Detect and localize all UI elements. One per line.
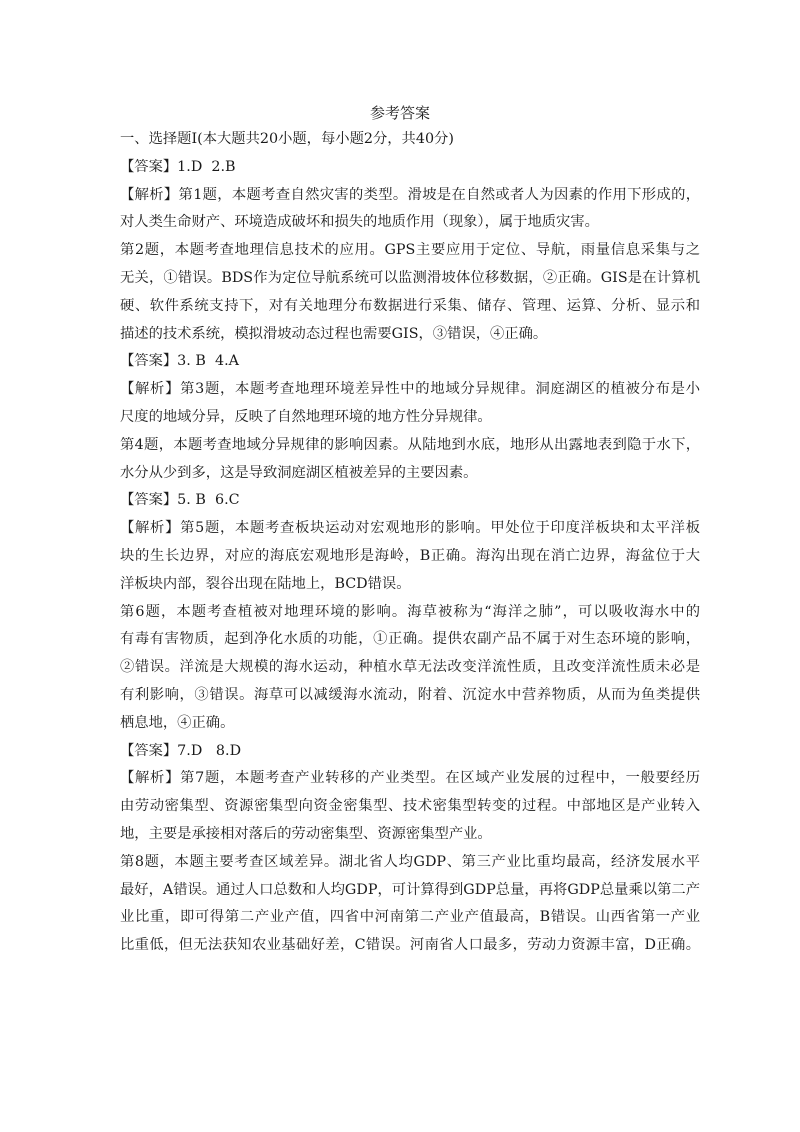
text-line: 无关，①错误。BDS作为定位导航系统可以监测滑坡体位移数据，②正确。GIS是在计算机 xyxy=(120,269,700,286)
text-line: 比重低，但无法获知农业基础好差，C错误。河南省人口最多，劳动力资源丰富，D正确。 xyxy=(120,937,700,954)
text-line: 【解析】第1题，本题考查自然灾害的类型。滑坡是在自然或者人为因素的作用下形成的， xyxy=(120,186,700,203)
text-line: ②错误。洋流是大规模的海水运动，种植水草无法改变洋流性质，且改变洋流性质未必是 xyxy=(120,659,700,676)
text-line: 由劳动密集型、资源密集型向资金密集型、技术密集型转变的过程。中部地区是产业转入 xyxy=(120,798,700,815)
text-line: 第2题，本题考查地理信息技术的应用。GPS主要应用于定位、导航，雨量信息采集与之 xyxy=(120,242,700,259)
text-line: 有毒有害物质，起到净化水质的功能，①正确。提供农副产品不属于对生态环境的影响， xyxy=(120,631,700,648)
page-title: 参考答案 xyxy=(369,104,430,122)
text-line: 地，主要是承接相对落后的劳动密集型、资源密集型产业。 xyxy=(120,825,492,842)
text-line: 尺度的地域分异，反映了自然地理环境的地方性分异规律。 xyxy=(120,408,492,425)
text-line: 【答案】5. B 6.C xyxy=(120,492,240,509)
text-line: 块的生长边界，对应的海底宏观地形是海岭，B正确。海沟出现在消亡边界，海盆位于大 xyxy=(120,547,700,564)
text-line: 第4题，本题考查地域分异规律的影响因素。从陆地到水底，地形从出露地表到隐于水下， xyxy=(120,436,700,453)
text-line: 【答案】1.D 2.B xyxy=(120,158,236,175)
text-line: 洋板块内部，裂谷出现在陆地上，BCD错误。 xyxy=(120,575,411,592)
text-line: 【解析】第7题，本题考查产业转移的产业类型。在区域产业发展的过程中，一般要经历 xyxy=(120,770,700,787)
text-line: 有利影响，③错误。海草可以减缓海水流动，附着、沉淀水中营养物质，从而为鱼类提供 xyxy=(120,686,700,703)
text-line: 对人类生命财产、环境造成破坏和损失的地质作用（现象），属于地质灾害。 xyxy=(120,214,599,231)
text-line: 【答案】3. B 4.A xyxy=(120,353,239,370)
text-line: 硬、软件系统支持下，对有关地理分布数据进行采集、储存、管理、运算、分析、显示和 xyxy=(120,297,700,314)
text-line: 业比重，即可得第二产业产值，四省中河南第二产业产值最高，B错误。山西省第一产业 xyxy=(120,909,700,926)
text-line: 第8题，本题主要考查区域差异。湖北省人均GDP、第三产业比重均最高，经济发展水平 xyxy=(120,853,700,870)
text-line: 【答案】7.D 8.D xyxy=(120,742,242,759)
text-line: 栖息地，④正确。 xyxy=(120,714,235,731)
text-line: 第6题，本题考查植被对地理环境的影响。海草被称为“海洋之肺”，可以吸收海水中的 xyxy=(120,603,700,620)
text-line: 最好，A错误。通过人口总数和人均GDP，可计算得到GDP总量，再将GDP总量乘以第二产 xyxy=(120,881,700,898)
text-line: 【解析】第3题，本题考查地理环境差异性中的地域分异规律。洞庭湖区的植被分布是小 xyxy=(120,381,700,398)
text-line: 【解析】第5题，本题考查板块运动对宏观地形的影响。甲处位于印度洋板块和太平洋板 xyxy=(120,520,700,537)
text-line: 一、选择题Ⅰ(本大题共20小题，每小题2分，共40分) xyxy=(120,131,454,147)
answer-body xyxy=(120,126,700,960)
text-line: 描述的技术系统，模拟滑坡动态过程也需要GIS，③错误，④正确。 xyxy=(120,325,548,342)
text-line: 水分从少到多，这是导致洞庭湖区植被差异的主要因素。 xyxy=(120,464,478,481)
